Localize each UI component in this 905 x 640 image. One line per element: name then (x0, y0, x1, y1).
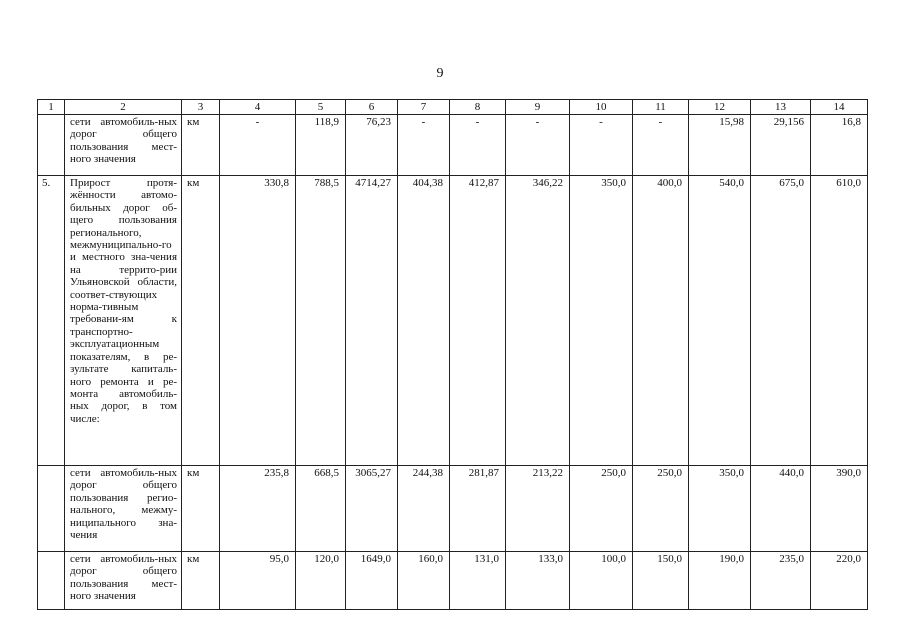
header-cell: 4 (220, 100, 296, 115)
value-cell: 400,0 (633, 176, 689, 466)
value-cell: 250,0 (633, 466, 689, 552)
header-cell: 8 (450, 100, 506, 115)
value-cell: 160,0 (398, 552, 450, 610)
unit-cell: км (182, 115, 220, 176)
value-cell: 788,5 (296, 176, 346, 466)
value-cell: 346,22 (506, 176, 570, 466)
value-cell: 213,22 (506, 466, 570, 552)
value-cell: 3065,27 (346, 466, 398, 552)
value-cell: 390,0 (811, 466, 868, 552)
value-cell: 244,38 (398, 466, 450, 552)
header-row (38, 100, 868, 115)
value-cell: - (570, 115, 633, 176)
value-cell: 330,8 (220, 176, 296, 466)
value-cell: 29,156 (751, 115, 811, 176)
value-cell: - (450, 115, 506, 176)
header-cell: 9 (506, 100, 570, 115)
unit-cell: км (182, 552, 220, 610)
value-cell: 281,87 (450, 466, 506, 552)
unit-cell: км (182, 466, 220, 552)
table-row (38, 176, 868, 466)
value-cell: 131,0 (450, 552, 506, 610)
indicator-name-cell: Прирост протя-жённости автомо-бильных дорог об-щего пользования регионального, межмуниципально-го и местного зна-чения на террито-рии Ульяновской области, соответ-ствующих норма-тивным требовани-ям к транспортно-эксплуатационным показателям, в ре-зультате капиталь-ного ремонта и ре-монта автомобиль-ных дорог, в том числе: (65, 176, 182, 466)
indicator-name-cell: сети автомобиль-ных дорог общего пользования мест-ного значения (65, 552, 182, 610)
row-number-cell (38, 115, 65, 176)
indicator-name-cell: сети автомобиль-ных дорог общего пользования регио-нального, межму-ниципального зна-чения (65, 466, 182, 552)
table-row (38, 115, 868, 176)
header-cell: 11 (633, 100, 689, 115)
value-cell: - (633, 115, 689, 176)
page-number: 9 (436, 66, 444, 81)
header-cell: 5 (296, 100, 346, 115)
value-cell: 675,0 (751, 176, 811, 466)
value-cell: - (398, 115, 450, 176)
value-cell: - (506, 115, 570, 176)
value-cell: 15,98 (689, 115, 751, 176)
row-number-cell (38, 466, 65, 552)
row-number-cell (38, 552, 65, 610)
value-cell: 235,0 (751, 552, 811, 610)
value-cell: 100,0 (570, 552, 633, 610)
value-cell: 190,0 (689, 552, 751, 610)
indicator-name-cell: сети автомобиль-ных дорог общего пользования мест-ного значения (65, 115, 182, 176)
value-cell: 133,0 (506, 552, 570, 610)
unit-cell: км (182, 176, 220, 466)
value-cell: 220,0 (811, 552, 868, 610)
value-cell: 250,0 (570, 466, 633, 552)
header-cell: 7 (398, 100, 450, 115)
value-cell: 540,0 (689, 176, 751, 466)
header-cell: 6 (346, 100, 398, 115)
value-cell: 668,5 (296, 466, 346, 552)
value-cell: 440,0 (751, 466, 811, 552)
value-cell: 412,87 (450, 176, 506, 466)
value-cell: 16,8 (811, 115, 868, 176)
table-row (38, 466, 868, 552)
value-cell: 4714,27 (346, 176, 398, 466)
header-cell: 1 (38, 100, 65, 115)
table-row (38, 552, 868, 610)
value-cell: 235,8 (220, 466, 296, 552)
value-cell: 610,0 (811, 176, 868, 466)
indicators-table (37, 99, 868, 610)
header-cell: 2 (65, 100, 182, 115)
value-cell: 350,0 (570, 176, 633, 466)
header-cell: 14 (811, 100, 868, 115)
header-cell: 13 (751, 100, 811, 115)
value-cell: 120,0 (296, 552, 346, 610)
value-cell: - (220, 115, 296, 176)
value-cell: 76,23 (346, 115, 398, 176)
value-cell: 404,38 (398, 176, 450, 466)
value-cell: 150,0 (633, 552, 689, 610)
header-cell: 12 (689, 100, 751, 115)
value-cell: 118,9 (296, 115, 346, 176)
value-cell: 95,0 (220, 552, 296, 610)
header-cell: 3 (182, 100, 220, 115)
row-number-cell: 5. (38, 176, 65, 466)
header-cell: 10 (570, 100, 633, 115)
value-cell: 1649,0 (346, 552, 398, 610)
value-cell: 350,0 (689, 466, 751, 552)
